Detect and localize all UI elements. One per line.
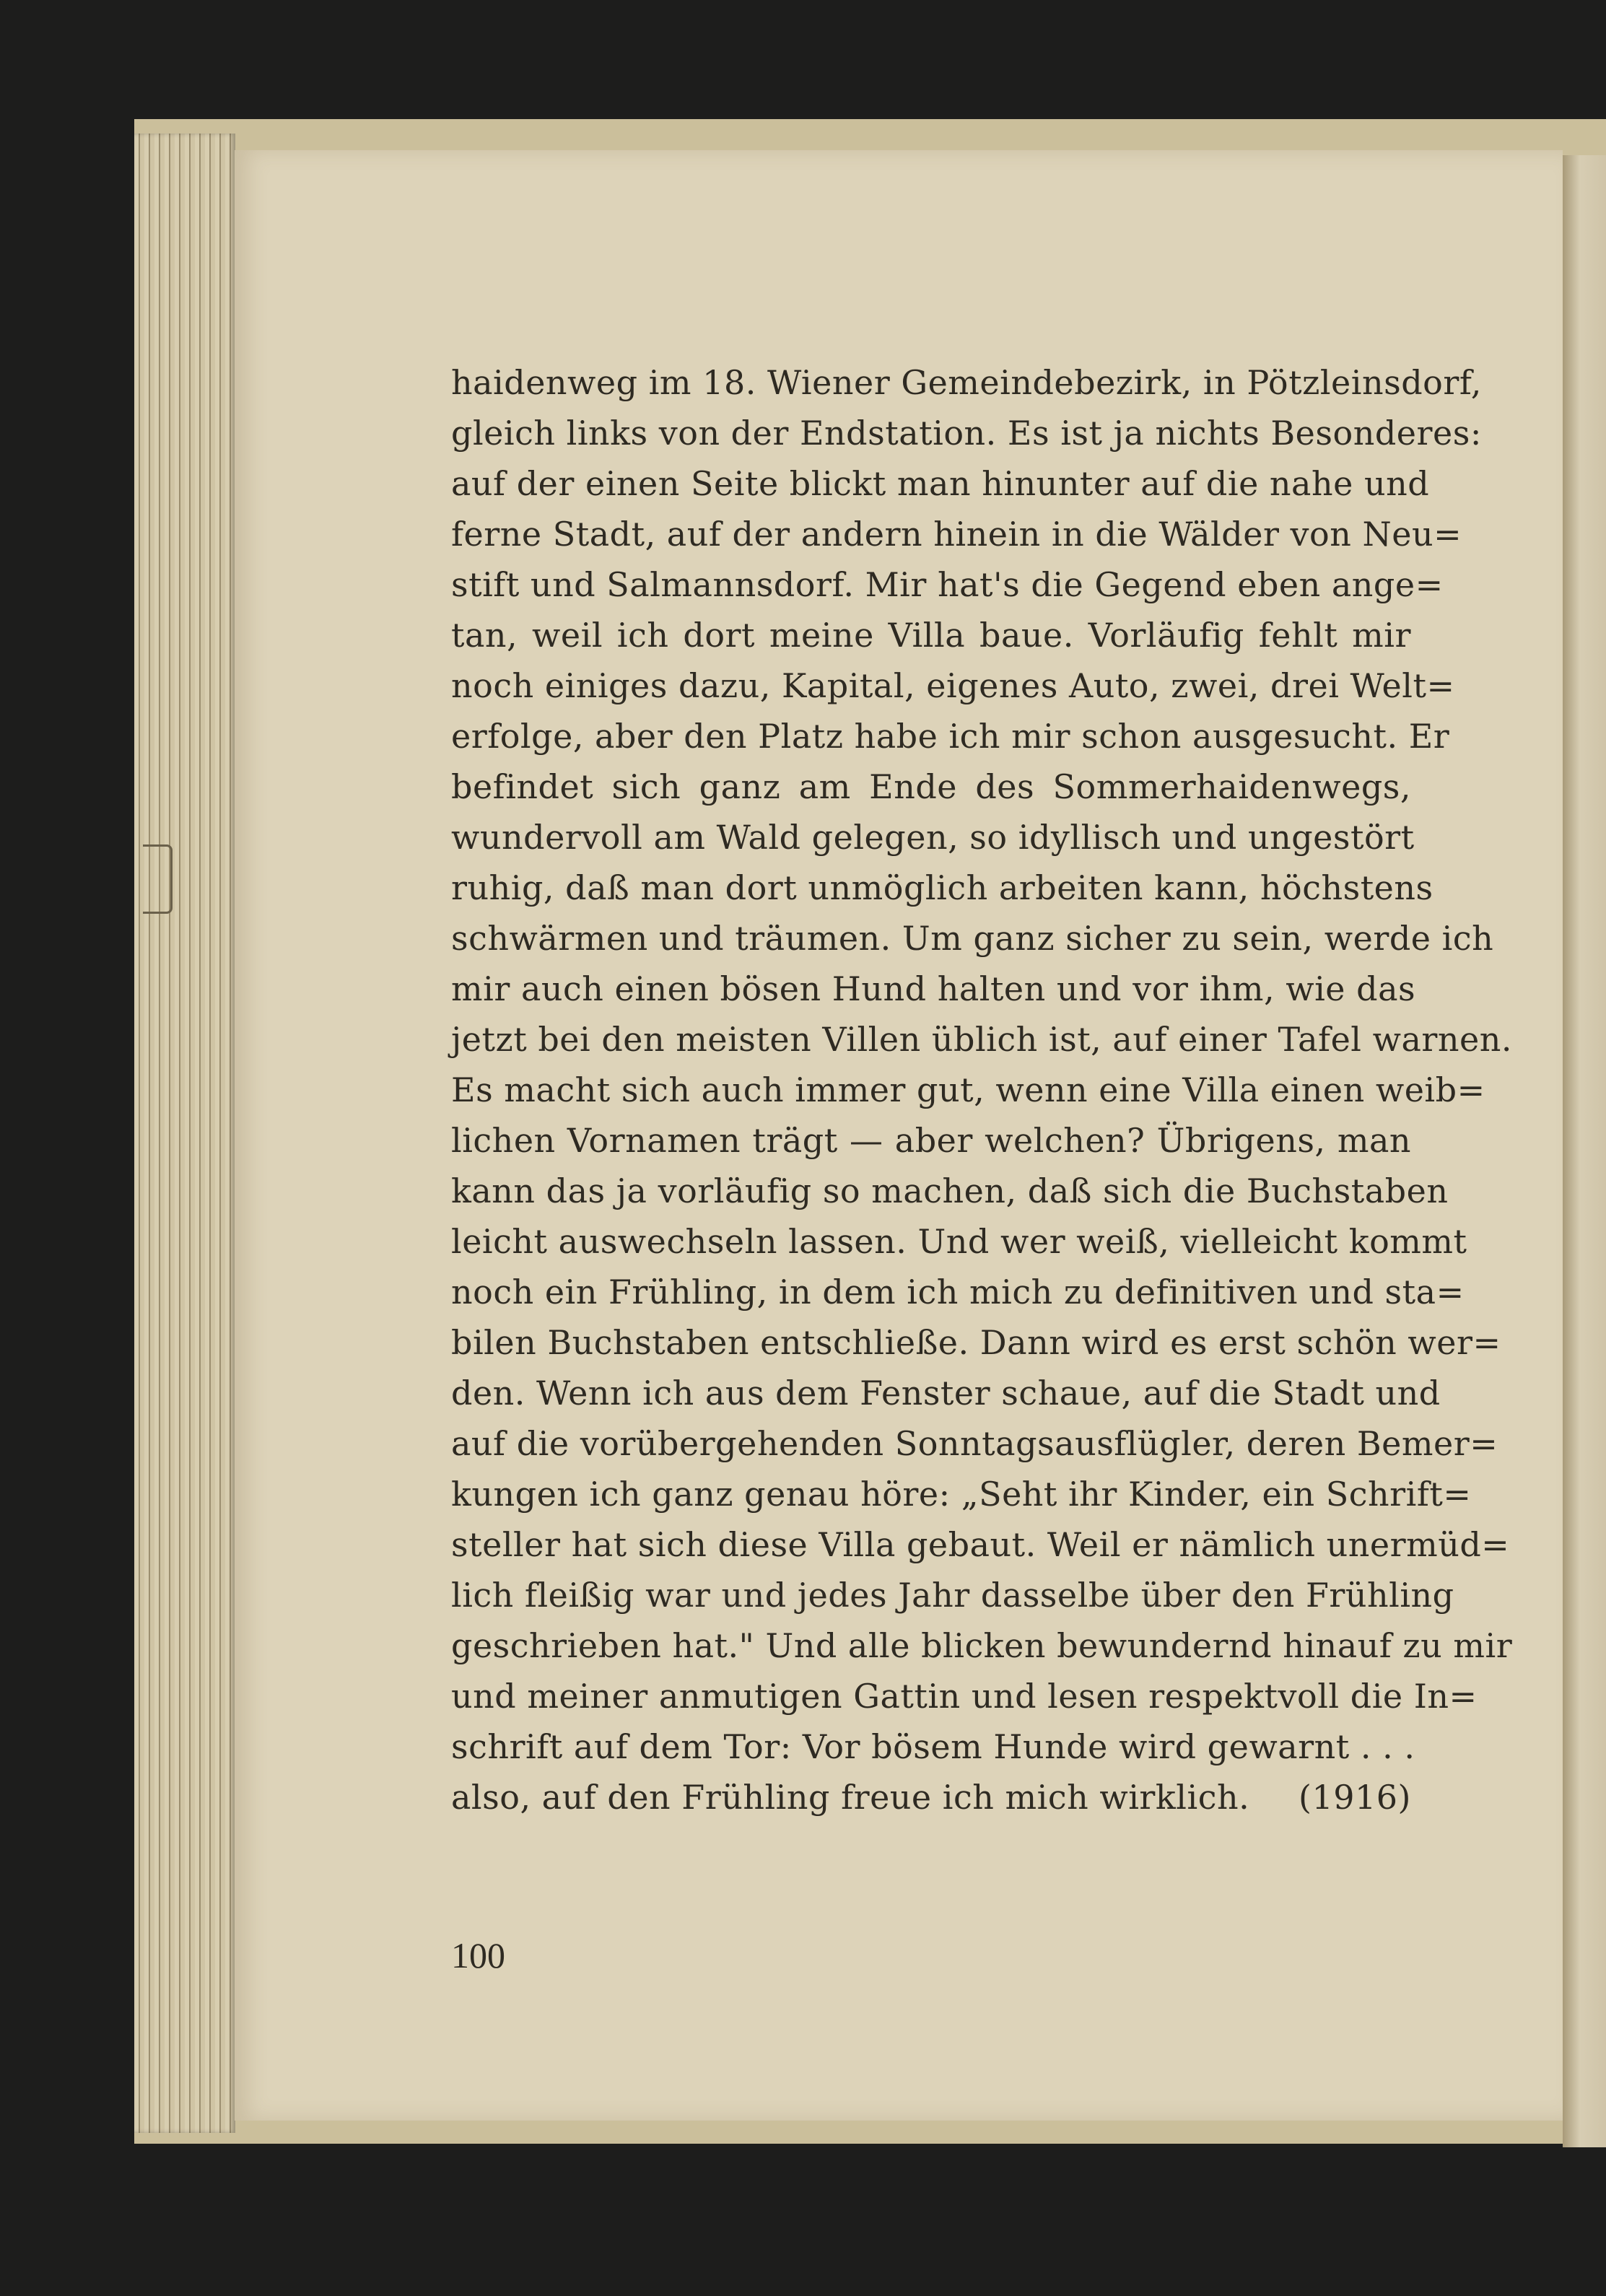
text-line: kann das ja vorläufig so machen, daß sich die Buchstaben — [451, 1171, 1449, 1210]
final-line — [451, 1772, 1411, 1823]
text-line: ferne Stadt, auf der andern hinein in die Wälder von Neu= — [451, 515, 1462, 554]
text-line: noch einiges dazu, Kapital, eigenes Auto, zwei, drei Welt= — [451, 666, 1455, 705]
page-edges — [134, 134, 235, 2133]
text-line: Es macht sich auch immer gut, wenn eine Villa einen weib= — [451, 1070, 1485, 1109]
body-text — [451, 357, 1513, 1823]
text-line: lich fleißig war und jedes Jahr dasselbe über den Frühling — [451, 1576, 1454, 1615]
text-line: stift und Salmannsdorf. Mir hat's die Gegend eben ange= — [451, 565, 1444, 604]
text-line: kungen ich ganz genau höre: „Seht ihr Kinder, ein Schrift= — [451, 1475, 1472, 1514]
text-line: wundervoll am Wald gelegen, so idyllisch und ungestört — [451, 818, 1415, 857]
facing-page-edge — [1563, 155, 1606, 2147]
page-number: 100 — [451, 1935, 505, 1976]
text-line: befindet sich ganz am Ende des Sommerhaidenwegs, — [451, 767, 1411, 806]
text-line: bilen Buchstaben entschließe. Dann wird es erst schön wer= — [451, 1323, 1501, 1362]
text-line: den. Wenn ich aus dem Fenster schaue, auf die Stadt und — [451, 1374, 1441, 1413]
text-line: schrift auf dem Tor: Vor bösem Hunde wird gewarnt . . . — [451, 1727, 1415, 1766]
text-line: lichen Vornamen trägt — aber welchen? Übrigens, man — [451, 1121, 1411, 1160]
text-line: haidenweg im 18. Wiener Gemeindebezirk, in Pötzleinsdorf, — [451, 363, 1482, 402]
final-line-text: also, auf den Frühling freue ich mich wirklich. — [451, 1778, 1250, 1817]
text-line: ruhig, daß man dort unmöglich arbeiten kann, höchstens — [451, 868, 1433, 907]
text-line: erfolge, aber den Platz habe ich mir schon ausgesucht. Er — [451, 717, 1450, 756]
text-line: auf die vorübergehenden Sonntagsausflügler, deren Bemer= — [451, 1424, 1498, 1463]
text-line: jetzt bei den meisten Villen üblich ist, auf einer Tafel warnen. — [451, 1020, 1513, 1059]
text-line: geschrieben hat." Und alle blicken bewundernd hinauf zu mir — [451, 1626, 1513, 1665]
publication-year: (1916) — [1299, 1778, 1411, 1817]
text-line: schwärmen und träumen. Um ganz sicher zu sein, werde ich — [451, 919, 1494, 958]
text-line: steller hat sich diese Villa gebaut. Weil er nämlich unermüd= — [451, 1525, 1510, 1564]
text-line: tan, weil ich dort meine Villa baue. Vorläufig fehlt mir — [451, 616, 1411, 655]
text-line: auf der einen Seite blickt man hinunter auf die nahe und — [451, 464, 1430, 503]
text-line: gleich links von der Endstation. Es ist ja nichts Besonderes: — [451, 414, 1482, 453]
text-line: mir auch einen bösen Hund halten und vor ihm, wie das — [451, 969, 1416, 1008]
text-line: leicht auswechseln lassen. Und wer weiß, vielleicht kommt — [451, 1222, 1467, 1261]
text-line: und meiner anmutigen Gattin und lesen respektvoll die In= — [451, 1677, 1478, 1716]
text-line: noch ein Frühling, in dem ich mich zu definitiven und sta= — [451, 1273, 1465, 1311]
binding-mark — [143, 844, 173, 914]
